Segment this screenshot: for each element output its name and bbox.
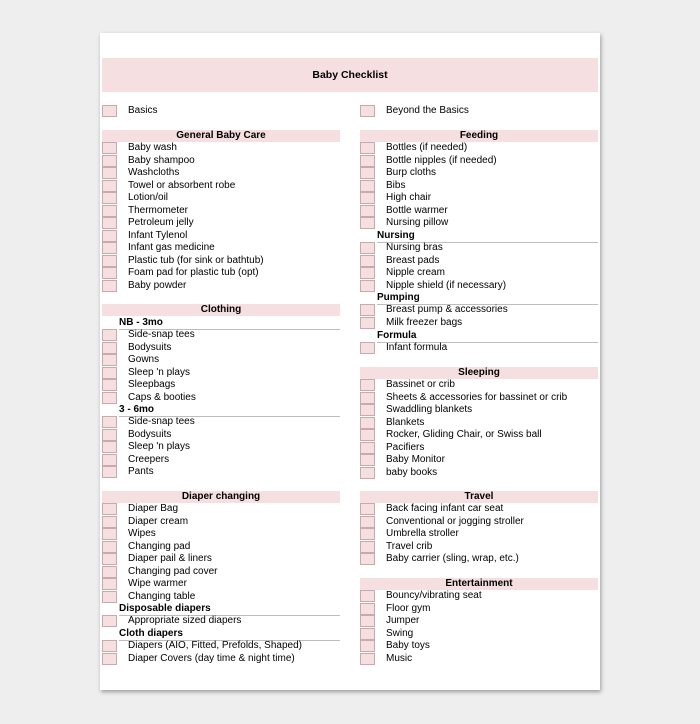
checklist-item-rocker-gliding-chair-or-swiss-ball (360, 429, 600, 442)
checkbox[interactable] (360, 603, 375, 615)
checkbox[interactable] (102, 615, 117, 627)
checkbox[interactable] (360, 417, 375, 429)
checkbox[interactable] (102, 653, 117, 665)
checklist-item-label: baby books (386, 466, 438, 478)
checklist-item-label: Burp cloths (386, 167, 437, 178)
checklist-item-label: Nipple shield (if necessary) (386, 279, 507, 291)
checkbox[interactable] (360, 615, 375, 627)
checkbox[interactable] (102, 342, 117, 354)
checklist-item-label: Nipple cream (386, 267, 445, 278)
checkbox[interactable] (360, 404, 375, 416)
checklist-item-label: Side-snap tees (128, 329, 195, 340)
checklist-item-side-snap-tees (102, 329, 342, 342)
checkbox[interactable] (360, 467, 375, 479)
checklist-item-baby-books (360, 467, 600, 480)
checklist-item-label: Swing (386, 627, 414, 639)
checklist-item-label: Nursing pillow (386, 217, 449, 228)
checklist-item-lotion-oil (102, 192, 342, 205)
checklist-item-label: Infant formula (386, 342, 448, 353)
checklist-item-baby-monitor (360, 454, 600, 467)
checkbox[interactable] (102, 180, 117, 192)
checklist-item-nursing-pillow (360, 217, 600, 230)
checklist-item-label: Jumper (386, 615, 420, 626)
checkbox[interactable] (102, 142, 117, 154)
checklist-item-diaper-pail-liners (102, 553, 342, 566)
checkbox[interactable] (360, 392, 375, 404)
checklist-item-label: Diaper Bag (128, 503, 179, 514)
checkbox[interactable] (102, 267, 117, 279)
checklist-item-baby-wash (102, 142, 342, 155)
checklist-item-label: Creepers (128, 453, 170, 465)
checklist-item-label: Baby shampoo (128, 154, 195, 166)
checklist-item-label: Side-snap tees (128, 416, 195, 427)
checklist-item-bibs (360, 180, 600, 193)
checklist-item-label: Caps & booties (128, 391, 196, 403)
checklist-item-foam-pad-for-plastic-tub-opt (102, 267, 342, 280)
checkbox[interactable] (360, 155, 375, 167)
checklist-item-sleep-n-plays (102, 441, 342, 454)
checklist-item-milk-freezer-bags (360, 317, 600, 330)
checklist-item-label: Diaper Covers (day time & night time) (128, 652, 295, 664)
checkbox[interactable] (102, 541, 117, 553)
checklist-item-label: Sleep 'n plays (128, 441, 190, 452)
checklist-item-sleepbags (102, 379, 342, 392)
checklist-item-label: Basics (128, 105, 158, 116)
checkbox[interactable] (102, 230, 117, 242)
checklist-item-label: Infant gas medicine (128, 242, 215, 253)
checkbox[interactable] (102, 105, 117, 117)
checklist-item-gowns (102, 354, 342, 367)
checklist-item-label: Diapers (AIO, Fitted, Prefolds, Shaped) (128, 640, 302, 651)
checklist-item-label: Plastic tub (for sink or bathtub) (128, 254, 264, 266)
checklist-item-label: Breast pads (386, 254, 440, 266)
checklist-item-breast-pads (360, 255, 600, 268)
checklist-item-label: Pants (128, 466, 154, 477)
checklist-item-side-snap-tees (102, 416, 342, 429)
checkbox[interactable] (102, 367, 117, 379)
checkbox[interactable] (102, 392, 117, 404)
checklist-item-infant-gas-medicine (102, 242, 342, 255)
checklist-item-towel-or-absorbent-robe (102, 180, 342, 193)
checklist-item-label: Diaper cream (128, 515, 189, 527)
checklist-item-baby-shampoo (102, 155, 342, 168)
checklist-item-swaddling-blankets (360, 404, 600, 417)
checklist-item-baby-toys (360, 640, 600, 653)
checkbox[interactable] (360, 528, 375, 540)
checklist-item-wipe-warmer (102, 578, 342, 591)
section-header-diaper-changing: Diaper changing (102, 491, 340, 503)
subsection-label-nb-3mo: NB - 3mo (119, 317, 340, 330)
checkbox[interactable] (102, 155, 117, 167)
checkbox[interactable] (102, 280, 117, 292)
checklist-item-basics (102, 105, 342, 118)
checklist-item-swing (360, 628, 600, 641)
checklist-item-back-facing-infant-car-seat (360, 503, 600, 516)
checkbox[interactable] (102, 553, 117, 565)
checklist-item-label: Bottle warmer (386, 204, 448, 216)
checklist-item-conventional-or-jogging-stroller (360, 516, 600, 529)
checklist-item-label: Nursing bras (386, 242, 443, 253)
section-header-general-baby-care: General Baby Care (102, 130, 340, 142)
checkbox[interactable] (102, 441, 117, 453)
checklist-item-label: Bottles (if needed) (386, 142, 468, 153)
checkbox[interactable] (360, 304, 375, 316)
checkbox[interactable] (102, 242, 117, 254)
checklist-item-label: Sheets & accessories for bassinet or crib (386, 391, 568, 403)
checklist-item-nipple-cream (360, 267, 600, 280)
checklist-item-bassinet-or-crib (360, 379, 600, 392)
checklist-item-blankets (360, 417, 600, 430)
checklist-item-petroleum-jelly (102, 217, 342, 230)
checklist-item-pants (102, 466, 342, 479)
checklist-item-diapers-aio-fitted-prefolds-shaped (102, 640, 342, 653)
checkbox[interactable] (102, 379, 117, 391)
checklist-item-sheets-accessories-for-bassinet-or-crib (360, 392, 600, 405)
checklist-item-sleep-n-plays (102, 367, 342, 380)
checklist-item-label: Bouncy/vibrating seat (386, 590, 482, 601)
checklist-item-baby-powder (102, 280, 342, 293)
checklist-item-bottle-warmer (360, 205, 600, 218)
checklist-item-label: Umbrella stroller (386, 528, 459, 539)
checklist-item-label: High chair (386, 192, 432, 203)
checklist-item-appropriate-sized-diapers (102, 615, 342, 628)
checkbox[interactable] (102, 640, 117, 652)
checklist-item-label: Baby toys (386, 640, 430, 651)
checkbox[interactable] (360, 280, 375, 292)
checklist-item-label: Appropriate sized diapers (128, 615, 242, 626)
checklist-item-label: Sleep 'n plays (128, 366, 190, 378)
checklist-item-baby-carrier-sling-wrap-etc (360, 553, 600, 566)
checklist-item-infant-tylenol (102, 230, 342, 243)
checkbox[interactable] (360, 267, 375, 279)
checkbox[interactable] (360, 379, 375, 391)
checkbox[interactable] (360, 142, 375, 154)
checklist-item-bodysuits (102, 342, 342, 355)
checkbox[interactable] (102, 466, 117, 478)
checkbox[interactable] (102, 591, 117, 603)
checkbox[interactable] (360, 442, 375, 454)
checklist-item-label: Breast pump & accessories (386, 304, 508, 315)
checklist-item-label: Rocker, Gliding Chair, or Swiss ball (386, 429, 542, 440)
checklist-item-label: Travel crib (386, 540, 433, 552)
checklist-item-diaper-bag (102, 503, 342, 516)
checklist-item-bouncy-vibrating-seat (360, 590, 600, 603)
section-header-travel: Travel (360, 491, 598, 503)
subsection-label-pumping: Pumping (377, 292, 598, 305)
checkbox[interactable] (360, 342, 375, 354)
checklist-item-label: Milk freezer bags (386, 316, 463, 328)
checklist-item-label: Lotion/oil (128, 192, 169, 203)
checklist-item-label: Diaper pail & liners (128, 553, 212, 564)
checklist-item-label: Washcloths (128, 167, 180, 178)
checklist-item-diaper-cream (102, 516, 342, 529)
checklist-item-umbrella-stroller (360, 528, 600, 541)
checklist-sheet (100, 33, 600, 690)
checkbox[interactable] (360, 454, 375, 466)
checklist-item-music (360, 653, 600, 666)
checkbox[interactable] (102, 205, 117, 217)
checklist-item-label: Changing pad cover (128, 565, 218, 577)
checkbox[interactable] (360, 640, 375, 652)
checkbox[interactable] (360, 553, 375, 565)
checklist-item-label: Wipe warmer (128, 578, 187, 589)
subsection-label-3-6mo: 3 - 6mo (119, 404, 340, 417)
checkbox[interactable] (102, 429, 117, 441)
checkbox[interactable] (102, 167, 117, 179)
checklist-item-bottles-if-needed (360, 142, 600, 155)
checklist-item-label: Changing table (128, 590, 196, 602)
checklist-item-changing-pad-cover (102, 566, 342, 579)
checklist-item-floor-gym (360, 603, 600, 616)
checklist-item-bodysuits (102, 429, 342, 442)
checkbox[interactable] (360, 628, 375, 640)
checklist-item-label: Sleepbags (128, 379, 176, 390)
checklist-item-thermometer (102, 205, 342, 218)
checklist-item-label: Baby wash (128, 142, 177, 153)
checkbox[interactable] (102, 416, 117, 428)
checkbox[interactable] (102, 329, 117, 341)
checklist-item-label: Thermometer (128, 204, 189, 216)
checklist-item-infant-formula (360, 342, 600, 355)
checklist-item-label: Beyond the Basics (386, 105, 469, 116)
checklist-item-label: Baby Monitor (386, 454, 445, 465)
checklist-item-nipple-shield-if-necessary (360, 280, 600, 293)
checkbox[interactable] (360, 317, 375, 329)
subsection-label-cloth-diapers: Cloth diapers (119, 628, 340, 641)
checkbox[interactable] (360, 503, 375, 515)
checklist-item-jumper (360, 615, 600, 628)
checkbox[interactable] (360, 541, 375, 553)
checklist-item-label: Bottle nipples (if needed) (386, 154, 497, 166)
checklist-item-label: Petroleum jelly (128, 217, 194, 228)
checklist-item-label: Conventional or jogging stroller (386, 515, 524, 527)
checklist-item-plastic-tub-for-sink-or-bathtub (102, 255, 342, 268)
checklist-item-beyond-the-basics (360, 105, 600, 118)
checkbox[interactable] (360, 217, 375, 229)
section-header-entertainment: Entertainment (360, 578, 598, 590)
subsection-label-formula: Formula (377, 330, 598, 343)
checklist-item-label: Changing pad (128, 540, 191, 552)
checkbox[interactable] (102, 354, 117, 366)
checklist-item-nursing-bras (360, 242, 600, 255)
checklist-item-label: Wipes (128, 528, 156, 539)
checklist-item-label: Music (386, 652, 413, 664)
checkbox[interactable] (360, 242, 375, 254)
checklist-item-label: Pacifiers (386, 441, 425, 453)
checklist-item-label: Floor gym (386, 602, 431, 614)
checklist-item-diaper-covers-day-time-night-time (102, 653, 342, 666)
section-header-feeding: Feeding (360, 130, 598, 142)
checkbox[interactable] (102, 516, 117, 528)
checklist-item-label: Bodysuits (128, 428, 172, 440)
section-header-clothing: Clothing (102, 304, 340, 316)
checkbox[interactable] (102, 503, 117, 515)
checklist-item-burp-cloths (360, 167, 600, 180)
checklist-item-travel-crib (360, 541, 600, 554)
checklist-item-breast-pump-accessories (360, 304, 600, 317)
checkbox[interactable] (102, 255, 117, 267)
checkbox[interactable] (360, 105, 375, 117)
checkbox[interactable] (360, 516, 375, 528)
subsection-label-disposable-diapers: Disposable diapers (119, 603, 340, 616)
checkbox[interactable] (360, 653, 375, 665)
checklist-item-label: Bibs (386, 179, 406, 191)
checklist-item-changing-table (102, 591, 342, 604)
checkbox[interactable] (102, 566, 117, 578)
checkbox[interactable] (102, 217, 117, 229)
checkbox[interactable] (102, 578, 117, 590)
checkbox[interactable] (102, 192, 117, 204)
checklist-item-label: Infant Tylenol (128, 229, 188, 241)
checklist-item-caps-booties (102, 392, 342, 405)
checklist-item-label: Foam pad for plastic tub (opt) (128, 267, 259, 278)
checklist-item-washcloths (102, 167, 342, 180)
checkbox[interactable] (360, 180, 375, 192)
section-header-sleeping: Sleeping (360, 367, 598, 379)
checklist-item-label: Swaddling blankets (386, 404, 473, 415)
checkbox[interactable] (360, 192, 375, 204)
checklist-item-label: Back facing infant car seat (386, 503, 504, 514)
checklist-item-label: Baby carrier (sling, wrap, etc.) (386, 553, 519, 564)
checklist-item-label: Gowns (128, 354, 160, 365)
checkbox[interactable] (360, 590, 375, 602)
checklist-item-wipes (102, 528, 342, 541)
checkbox[interactable] (360, 205, 375, 217)
checklist-title: Baby Checklist (102, 58, 598, 92)
checklist-item-label: Baby powder (128, 279, 187, 291)
checklist-item-label: Towel or absorbent robe (128, 179, 236, 191)
checkbox[interactable] (360, 255, 375, 267)
checklist-item-creepers (102, 454, 342, 467)
checkbox[interactable] (360, 429, 375, 441)
checkbox[interactable] (102, 528, 117, 540)
checklist-item-high-chair (360, 192, 600, 205)
checklist-item-label: Blankets (386, 416, 425, 428)
checklist-item-pacifiers (360, 442, 600, 455)
checklist-item-label: Bassinet or crib (386, 379, 455, 390)
subsection-label-nursing: Nursing (377, 230, 598, 243)
checkbox[interactable] (102, 454, 117, 466)
checklist-item-bottle-nipples-if-needed (360, 155, 600, 168)
checklist-item-label: Bodysuits (128, 341, 172, 353)
checkbox[interactable] (360, 167, 375, 179)
checklist-item-changing-pad (102, 541, 342, 554)
